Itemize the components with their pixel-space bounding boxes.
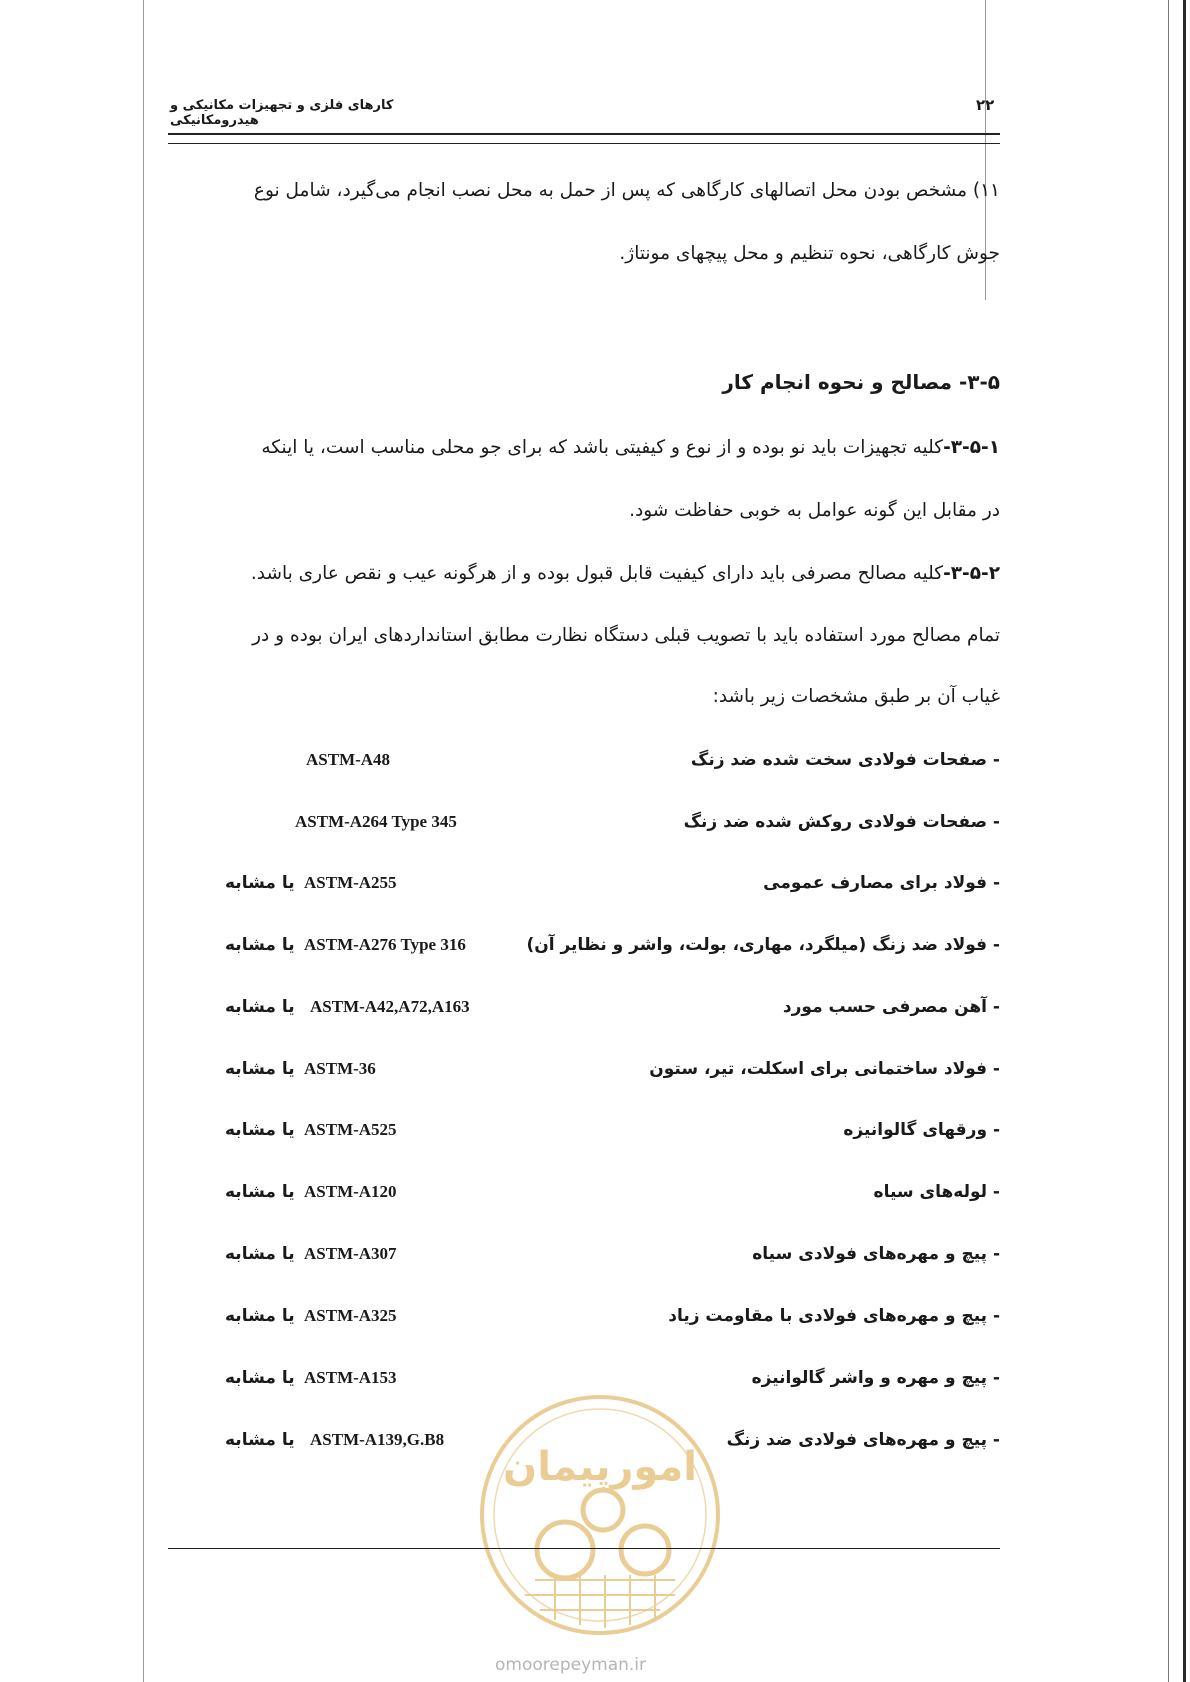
paragraph-1-text: کلیه تجهیزات باید نو بوده و از نوع و کیفیتی باشد که برای جو محلی مناسب است، یا اینکه — [261, 437, 944, 458]
paragraph-1-number: ۳-۵-۱- — [943, 437, 1000, 458]
spec-similar: یا مشابه — [225, 1244, 295, 1264]
spec-standard: ASTM-A42,A72,A163 — [310, 997, 470, 1016]
watermark-site: omoorepeyman.ir — [495, 1655, 647, 1675]
spec-name: - فولاد برای مصارف عمومی — [763, 873, 1000, 893]
svg-text:امورپیمان: امورپیمان — [503, 1444, 697, 1490]
spec-name: - لوله‌های سیاه — [873, 1182, 1000, 1202]
spec-standard: ASTM-A255 — [304, 873, 397, 892]
spec-similar: یا مشابه — [225, 1368, 295, 1388]
spec-similar: یا مشابه — [225, 1182, 295, 1202]
spec-similar: یا مشابه — [225, 935, 295, 955]
spec-row — [200, 1120, 1000, 1150]
spec-row — [200, 1306, 1000, 1336]
spec-standard: ASTM-A264 Type 345 — [295, 812, 457, 831]
watermark-seal-logo — [475, 1390, 725, 1640]
spec-name: - صفحات فولادی سخت شده ضد زنگ — [690, 750, 1000, 770]
scan-edge-right — [1183, 0, 1186, 1682]
spec-name: - فولاد ضد زنگ (میلگرد، مهاری، بولت، واشر و نظایر آن) — [526, 935, 1000, 955]
spec-row — [200, 750, 1000, 780]
spec-similar: یا مشابه — [225, 1120, 295, 1140]
spec-standard: ASTM-A307 — [304, 1244, 397, 1263]
spec-row — [200, 997, 1000, 1027]
spec-standard: ASTM-A325 — [304, 1306, 397, 1325]
spec-row — [200, 1182, 1000, 1212]
spec-standard: ASTM-A120 — [304, 1182, 397, 1201]
spec-name: - فولاد ساختمانی برای اسکلت، تیر، ستون — [649, 1059, 1000, 1079]
spec-standard: ASTM-A153 — [304, 1368, 397, 1387]
spec-similar: یا مشابه — [225, 873, 295, 893]
spec-name: - پیچ و مهره‌های فولادی با مقاومت زیاد — [668, 1306, 1000, 1326]
spec-row — [200, 873, 1000, 903]
header-rule-bottom — [168, 143, 1000, 144]
paragraph-1-line-1 — [261, 437, 1000, 458]
spec-name: - آهن مصرفی حسب مورد — [782, 997, 1000, 1017]
paragraph-1-line-2: در مقابل این گونه عوامل به خوبی حفاظت شود. — [629, 500, 1000, 521]
header-rule-top — [168, 133, 1000, 135]
paragraph-2-number: ۳-۵-۲- — [943, 563, 1000, 584]
spec-name: - ورقهای گالوانیزه — [843, 1120, 1000, 1140]
paragraph-2-line-2: تمام مصالح مورد استفاده باید با تصویب قبلی دستگاه نظارت مطابق استانداردهای ایران بوده و در — [252, 625, 1000, 646]
footer-rule — [168, 1548, 1000, 1549]
spec-name: - صفحات فولادی روکش شده ضد زنگ — [683, 812, 1000, 832]
item-11-line-2: جوش کارگاهی، نحوه تنظیم و محل پیچهای مونتاژ. — [619, 243, 1000, 264]
spec-similar: یا مشابه — [225, 1306, 295, 1326]
spec-row — [200, 935, 1000, 965]
spec-standard: ASTM-A276 Type 316 — [304, 935, 466, 954]
spec-standard: ASTM-A48 — [306, 750, 391, 769]
scan-line-left — [143, 0, 144, 1682]
scan-edge-right-2 — [1168, 0, 1169, 1682]
spec-name: - پیچ و مهره‌های فولادی سیاه — [752, 1244, 1000, 1264]
paragraph-2-line-1 — [251, 563, 1000, 584]
spec-name: - پیچ و مهره و واشر گالوانیزه — [751, 1368, 1000, 1388]
paragraph-2-text: کلیه مصالح مصرفی باید دارای کیفیت قابل قبول بوده و از هرگونه عیب و نقص عاری باشد. — [250, 563, 944, 584]
paragraph-2-line-3: غیاب آن بر طبق مشخصات زیر باشد: — [712, 686, 1000, 707]
spec-similar: یا مشابه — [225, 997, 295, 1017]
spec-similar: یا مشابه — [225, 1430, 295, 1450]
spec-row — [200, 1059, 1000, 1089]
spec-row — [200, 812, 1000, 842]
running-header-title: کارهای فلزی و تجهیزات مکانیکی و هیدرومکانیکی — [170, 98, 394, 128]
spec-standard: ASTM-A139,G.B8 — [310, 1430, 445, 1449]
item-11-line-1: ۱۱) مشخص بودن محل اتصالهای کارگاهی که پس از حمل به محل نصب انجام می‌گیرد، شامل نوع — [253, 180, 1000, 201]
spec-row — [200, 1244, 1000, 1274]
spec-similar: یا مشابه — [225, 1059, 295, 1079]
page-number: ۲۲ — [976, 96, 995, 114]
section-heading: ۳-۵- مصالح و نحوه انجام کار — [722, 370, 1000, 394]
spec-name: - پیچ و مهره‌های فولادی ضد زنگ — [726, 1430, 1000, 1450]
spec-standard: ASTM-A525 — [304, 1120, 397, 1139]
spec-standard: ASTM-36 — [304, 1059, 376, 1078]
